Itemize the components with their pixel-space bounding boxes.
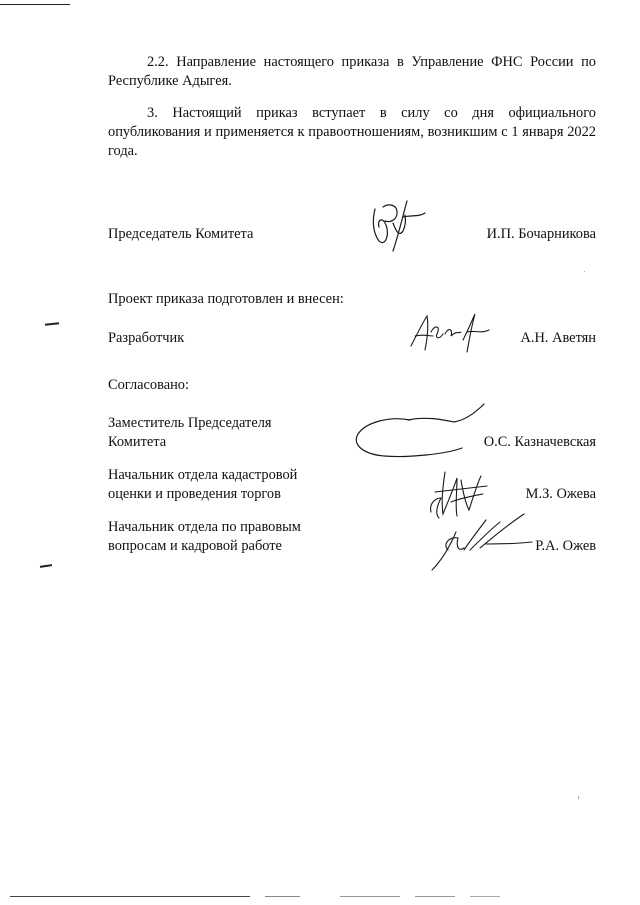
approver-3-title-line1: Начальник отдела по правовым: [108, 519, 301, 535]
approver-3-signature: [428, 510, 538, 572]
scan-bottom-line: [265, 896, 300, 897]
developer-name: А.Н. Аветян: [520, 330, 596, 346]
developer-signature: [405, 306, 495, 356]
scan-bottom-line: [470, 896, 500, 897]
agreed-heading: Согласовано:: [108, 377, 190, 393]
chairman-name: И.П. Бочарникова: [486, 226, 596, 242]
margin-mark: [45, 322, 59, 325]
margin-mark-lower: [40, 564, 52, 568]
approver-2-title: [108, 466, 297, 504]
developer-title: Разработчик: [108, 330, 185, 346]
scan-speck: [578, 796, 579, 799]
paragraph-3: [108, 104, 596, 161]
paragraph-2-2: [108, 53, 596, 91]
approver-1-title: [108, 414, 272, 452]
scan-bottom-line: [10, 896, 250, 897]
approver-1-title-line2: Комитета: [108, 434, 167, 450]
approver-1-name: О.С. Казначевская: [483, 434, 596, 450]
paragraph-3-text: 3. Настоящий приказ вступает в силу со дня официального опубликования и применяется к правоотношениям, возникшим с 1 января 2022 года.: [108, 105, 596, 159]
chairman-signature: [363, 193, 431, 257]
approver-3-title: [108, 518, 301, 556]
approver-3-title-line2: вопросам и кадровой работе: [108, 538, 282, 554]
approver-2-name: М.З. Ожева: [525, 486, 596, 502]
paragraph-2-2-text: 2.2. Направление настоящего приказа в Управление ФНС России по Республике Адыгея.: [108, 54, 596, 89]
scan-bottom-line: [415, 896, 455, 897]
approver-1-signature: [350, 398, 490, 462]
scan-edge-line: [0, 4, 70, 5]
approver-2-title-line2: оценки и проведения торгов: [108, 486, 281, 502]
scan-bottom-line: [340, 896, 400, 897]
chairman-title: Председатель Комитета: [108, 226, 254, 242]
prepared-heading: Проект приказа подготовлен и внесен:: [108, 291, 344, 307]
approver-3-name: Р.А. Ожев: [535, 538, 596, 554]
approver-1-title-line1: Заместитель Председателя: [108, 415, 272, 431]
approver-2-title-line1: Начальник отдела кадастровой: [108, 467, 298, 483]
scan-speck: [584, 271, 585, 272]
